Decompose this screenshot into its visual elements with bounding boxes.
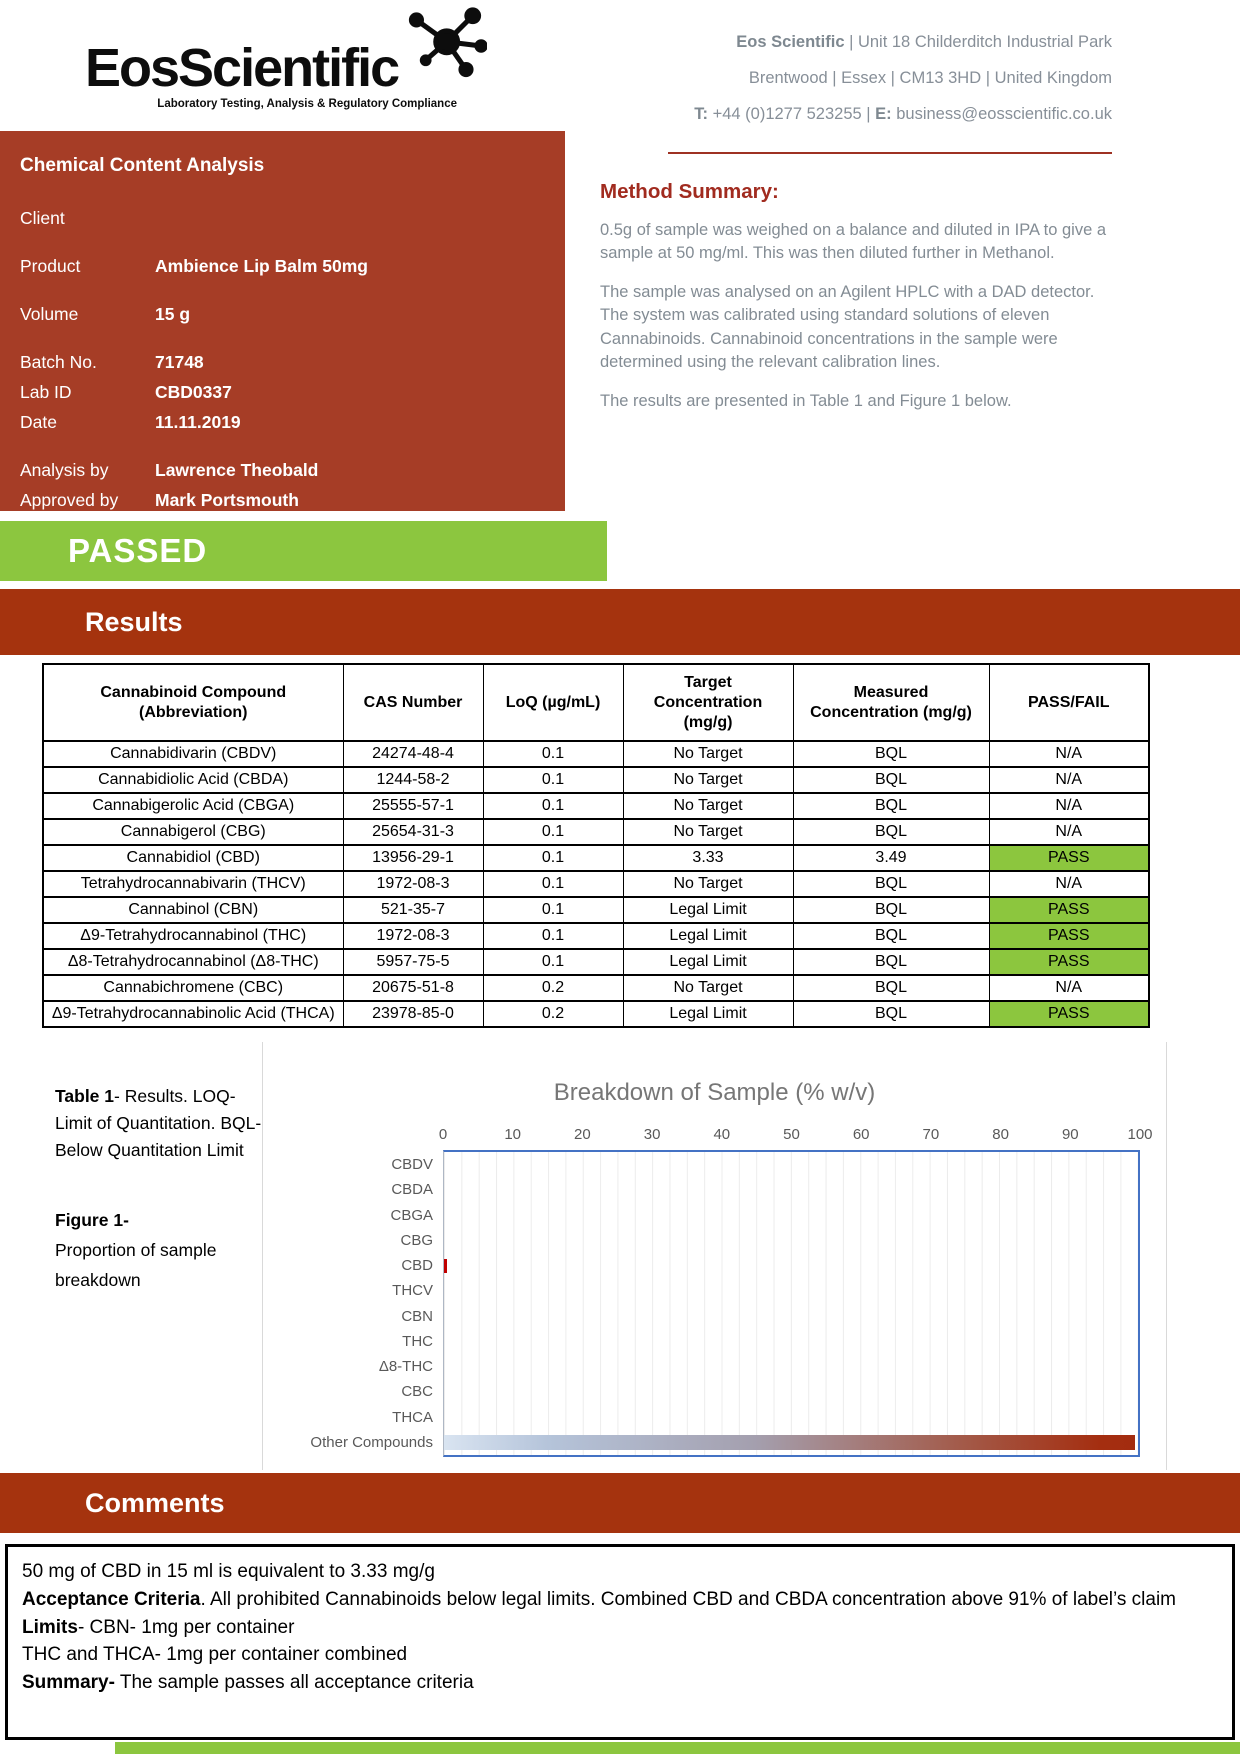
- comment-line-text: The sample passes all acceptance criteria: [114, 1672, 474, 1694]
- cell-target-concentration: No Target: [623, 871, 793, 897]
- cell-target-concentration: No Target: [623, 819, 793, 845]
- bar-row: [444, 1329, 1138, 1354]
- comments-box: [5, 1544, 1235, 1740]
- method-summary-heading: Method Summary:: [600, 180, 779, 203]
- status-banner-passed: [0, 521, 607, 581]
- bar-row: [444, 1203, 1138, 1228]
- y-axis-category-labels: [263, 1150, 443, 1457]
- cell-cas-number: 13956-29-1: [343, 845, 483, 871]
- info-row: [20, 251, 549, 281]
- axis-tick-label: 50: [783, 1126, 800, 1143]
- info-value: Lawrence Theobald: [155, 460, 319, 480]
- cell-measured-concentration: BQL: [793, 793, 989, 819]
- bar-row: [444, 1379, 1138, 1404]
- comments-section-header: [0, 1473, 1240, 1533]
- cell-measured-concentration: BQL: [793, 741, 989, 767]
- cell-compound: Cannabigerolic Acid (CBGA): [43, 793, 343, 819]
- comment-line: [22, 1559, 1218, 1585]
- cell-measured-concentration: BQL: [793, 767, 989, 793]
- comment-line-bold: Acceptance Criteria: [22, 1588, 201, 1610]
- cell-target-concentration: No Target: [623, 767, 793, 793]
- table-caption: [55, 1083, 270, 1164]
- table-row: [43, 871, 1149, 897]
- cell-target-concentration: Legal Limit: [623, 1001, 793, 1027]
- cell-pass-fail: N/A: [989, 871, 1149, 897]
- cell-target-concentration: Legal Limit: [623, 897, 793, 923]
- table-row: [43, 793, 1149, 819]
- cell-pass-fail: PASS: [989, 923, 1149, 949]
- table-header-row: [43, 664, 1149, 741]
- cell-loq: 0.1: [483, 845, 623, 871]
- contact-address-line-1: [552, 24, 1112, 60]
- info-row: [20, 299, 549, 329]
- cell-target-concentration: No Target: [623, 793, 793, 819]
- info-row: [20, 347, 549, 377]
- info-value: 15 g: [155, 304, 191, 324]
- sample-info-panel: [0, 131, 565, 511]
- figure-caption-label: Figure 1-: [55, 1210, 129, 1231]
- info-value: CBD0337: [155, 382, 232, 402]
- comment-line-text: THC and THCA- 1mg per container combined: [22, 1644, 408, 1666]
- cell-cas-number: 1972-08-3: [343, 923, 483, 949]
- cell-cas-number: 1244-58-2: [343, 767, 483, 793]
- info-value: Mark Portsmouth: [155, 490, 299, 510]
- comment-line-bold: Summary-: [22, 1672, 115, 1694]
- cell-pass-fail: N/A: [989, 767, 1149, 793]
- category-label: THC: [402, 1332, 433, 1350]
- method-paragraph: The sample was analysed on an Agilent HPLC with a DAD detector. The system was calibrated using standard solutions of eleven Cannabinoids. Cannabinoid concentrations in the sample were determined using the relevant calibration lines.: [600, 282, 1095, 372]
- info-label: Date: [20, 412, 57, 432]
- info-label: Volume: [20, 304, 79, 324]
- bar-row: [444, 1430, 1138, 1455]
- cell-loq: 0.1: [483, 793, 623, 819]
- category-label: CBDV: [391, 1156, 433, 1173]
- results-table: [42, 663, 1150, 1028]
- method-summary: [600, 152, 1112, 413]
- chart-body: [263, 1150, 1166, 1457]
- table-caption-text: - Results. LOQ-Limit of Quantitation. BQL- Below Quantitation Limit: [55, 1086, 262, 1161]
- table-row: [43, 767, 1149, 793]
- cell-pass-fail: N/A: [989, 793, 1149, 819]
- cell-measured-concentration: BQL: [793, 871, 989, 897]
- axis-tick-label: 20: [574, 1126, 591, 1143]
- axis-tick-label: 80: [992, 1126, 1009, 1143]
- column-header: CAS Number: [343, 664, 483, 741]
- category-label: CBN: [401, 1307, 433, 1325]
- axis-tick-label: 60: [852, 1126, 870, 1143]
- contact-phone-email: [552, 96, 1112, 132]
- table-row: [43, 923, 1149, 949]
- bar: [444, 1435, 1135, 1450]
- footer-accent-bar: [115, 1742, 1240, 1754]
- category-label: CBD: [401, 1257, 433, 1274]
- red-divider-rule: [668, 152, 1112, 154]
- info-value: 71748: [155, 352, 204, 372]
- cell-measured-concentration: BQL: [793, 819, 989, 845]
- cell-measured-concentration: BQL: [793, 1001, 989, 1027]
- category-label: Δ8-THC: [378, 1358, 433, 1375]
- category-label: CBC: [401, 1383, 433, 1401]
- cell-compound: Cannabichromene (CBC): [43, 975, 343, 1001]
- category-label: CBGA: [390, 1206, 433, 1224]
- bar-row: [444, 1253, 1138, 1278]
- info-row: [20, 407, 549, 437]
- logo-tagline: Laboratory Testing, Analysis & Regulatory Compliance: [157, 97, 457, 110]
- cell-cas-number: 1972-08-3: [343, 871, 483, 897]
- results-section-header: [0, 589, 1240, 655]
- info-label: Client: [20, 208, 65, 228]
- bar-row: [444, 1304, 1138, 1329]
- cell-compound: Δ9-Tetrahydrocannabinolic Acid (THCA): [43, 1001, 343, 1027]
- cell-compound: Δ9-Tetrahydrocannabinol (THC): [43, 923, 343, 949]
- cell-loq: 0.1: [483, 819, 623, 845]
- cell-loq: 0.1: [483, 949, 623, 975]
- table-row: [43, 975, 1149, 1001]
- cell-pass-fail: PASS: [989, 897, 1149, 923]
- column-header: Target Concentration (mg/g): [623, 664, 793, 741]
- figure-caption-text: Proportion of sample breakdown: [55, 1240, 217, 1290]
- info-label: Product: [20, 256, 81, 276]
- cell-loq: 0.1: [483, 741, 623, 767]
- cell-measured-concentration: 3.49: [793, 845, 989, 871]
- column-header: Measured Concentration (mg/g): [793, 664, 989, 741]
- axis-tick-label: 90: [1061, 1126, 1079, 1143]
- table-row: [43, 1001, 1149, 1027]
- address-part: | Unit 18 Childerditch Industrial Park: [844, 33, 1112, 51]
- plot-area: [443, 1150, 1140, 1457]
- cell-loq: 0.2: [483, 975, 623, 1001]
- cell-pass-fail: N/A: [989, 741, 1149, 767]
- column-header: Cannabinoid Compound (Abbreviation): [43, 664, 343, 741]
- cell-pass-fail: N/A: [989, 975, 1149, 1001]
- bar: [444, 1259, 447, 1273]
- method-paragraph: 0.5g of sample was weighed on a balance and diluted in IPA to give a sample at 50 mg/ml. This was then diluted further in Methanol.: [600, 221, 1107, 263]
- info-value: 11.11.2019: [155, 412, 241, 432]
- cell-loq: 0.1: [483, 897, 623, 923]
- comment-line: [22, 1670, 1218, 1696]
- cell-pass-fail: PASS: [989, 845, 1149, 871]
- cell-cas-number: 25654-31-3: [343, 819, 483, 845]
- category-label: Other Compounds: [310, 1433, 433, 1451]
- cell-measured-concentration: BQL: [793, 897, 989, 923]
- comment-line-bold: Limits: [22, 1616, 78, 1638]
- category-label: THCV: [392, 1282, 433, 1300]
- comment-line: [22, 1642, 1218, 1668]
- axis-tick-label: 10: [504, 1126, 522, 1143]
- table-caption-label: Table 1: [55, 1086, 115, 1106]
- comment-line: [22, 1615, 1218, 1641]
- cell-target-concentration: No Target: [623, 741, 793, 767]
- cell-pass-fail: PASS: [989, 949, 1149, 975]
- cell-cas-number: 24274-48-4: [343, 741, 483, 767]
- contact-address-line-2: Brentwood | Essex | CM13 3HD | United Kingdom: [748, 69, 1112, 87]
- cell-compound: Cannabidiolic Acid (CBDA): [43, 767, 343, 793]
- method-paragraph: The results are presented in Table 1 and Figure 1 below.: [600, 391, 1012, 410]
- comment-line-text: 50 mg of CBD in 15 ml is equivalent to 3.33 mg/g: [22, 1561, 435, 1582]
- figure-table-captions: [55, 1083, 270, 1296]
- category-label: CBG: [400, 1231, 433, 1249]
- cell-target-concentration: No Target: [623, 975, 793, 1001]
- info-row: [20, 485, 549, 515]
- column-header: PASS/FAIL: [989, 664, 1149, 741]
- table-row: [43, 845, 1149, 871]
- company-name: Eos Scientific: [736, 33, 845, 51]
- cell-target-concentration: 3.33: [623, 845, 793, 871]
- cell-cas-number: 521-35-7: [343, 897, 483, 923]
- cell-compound: Cannabinol (CBN): [43, 897, 343, 923]
- cell-cas-number: 20675-51-8: [343, 975, 483, 1001]
- comment-line-text: - CBN- 1mg per container: [77, 1616, 295, 1638]
- x-axis-ticks: [438, 1126, 1153, 1146]
- cell-measured-concentration: BQL: [793, 975, 989, 1001]
- chart-title: Breakdown of Sample (% w/v): [553, 1079, 876, 1106]
- bar-row: [444, 1354, 1138, 1379]
- bar-row: [444, 1152, 1138, 1177]
- info-row: [20, 455, 549, 485]
- table-row: [43, 819, 1149, 845]
- column-header: LoQ (µg/mL): [483, 664, 623, 741]
- axis-tick-label: 100: [1127, 1126, 1153, 1143]
- bar-row: [444, 1228, 1138, 1253]
- cell-cas-number: 5957-75-5: [343, 949, 483, 975]
- info-label: Batch No.: [20, 352, 97, 372]
- phone-number: +44 (0)1277 523255 |: [708, 105, 876, 123]
- info-row: [20, 377, 549, 407]
- category-label: THCA: [392, 1408, 433, 1426]
- table-row: [43, 949, 1149, 975]
- axis-tick-label: 30: [643, 1126, 661, 1143]
- results-section-title: Results: [85, 607, 183, 637]
- logo-text: EosScientific: [85, 38, 399, 98]
- company-logo: [85, 6, 485, 124]
- bar-row: [444, 1405, 1138, 1430]
- cell-target-concentration: Legal Limit: [623, 949, 793, 975]
- email-label: E:: [875, 105, 892, 123]
- cell-cas-number: 25555-57-1: [343, 793, 483, 819]
- bar-row: [444, 1177, 1138, 1202]
- cell-cas-number: 23978-85-0: [343, 1001, 483, 1027]
- info-label: Lab ID: [20, 382, 72, 402]
- axis-tick-label: 0: [438, 1126, 448, 1143]
- molecule-icon: [403, 6, 487, 86]
- report-title: Chemical Content Analysis: [20, 155, 265, 176]
- cell-measured-concentration: BQL: [793, 923, 989, 949]
- table-row: [43, 741, 1149, 767]
- figure-caption: [55, 1206, 270, 1295]
- axis-tick-label: 70: [922, 1126, 940, 1143]
- axis-tick-label: 40: [713, 1126, 731, 1143]
- bar-row: [444, 1278, 1138, 1303]
- comments-section-title: Comments: [85, 1488, 225, 1518]
- cell-compound: Δ8-Tetrahydrocannabinol (Δ8-THC): [43, 949, 343, 975]
- comment-line-text: . All prohibited Cannabinoids below legal limits. Combined CBD and CBDA concentration above 91% of label’s claim: [200, 1588, 1176, 1610]
- info-value: Ambience Lip Balm 50mg: [155, 256, 368, 276]
- cell-compound: Tetrahydrocannabivarin (THCV): [43, 871, 343, 897]
- cell-compound: Cannabidiol (CBD): [43, 845, 343, 871]
- info-label: Approved by: [20, 490, 119, 510]
- info-row: [20, 203, 549, 233]
- category-label: CBDA: [391, 1181, 433, 1199]
- cell-pass-fail: N/A: [989, 819, 1149, 845]
- info-label: Analysis by: [20, 460, 109, 480]
- contact-info: [552, 24, 1112, 132]
- cell-loq: 0.1: [483, 871, 623, 897]
- status-banner-label: PASSED: [68, 532, 208, 569]
- cell-measured-concentration: BQL: [793, 949, 989, 975]
- comment-line: [22, 1587, 1218, 1613]
- phone-label: T:: [694, 105, 708, 123]
- cell-compound: Cannabigerol (CBG): [43, 819, 343, 845]
- cell-target-concentration: Legal Limit: [623, 923, 793, 949]
- breakdown-chart: [262, 1042, 1167, 1470]
- email-address: business@eosscientific.co.uk: [891, 105, 1112, 123]
- cell-compound: Cannabidivarin (CBDV): [43, 741, 343, 767]
- cell-loq: 0.1: [483, 923, 623, 949]
- cell-loq: 0.1: [483, 767, 623, 793]
- cell-loq: 0.2: [483, 1001, 623, 1027]
- cell-pass-fail: PASS: [989, 1001, 1149, 1027]
- table-row: [43, 897, 1149, 923]
